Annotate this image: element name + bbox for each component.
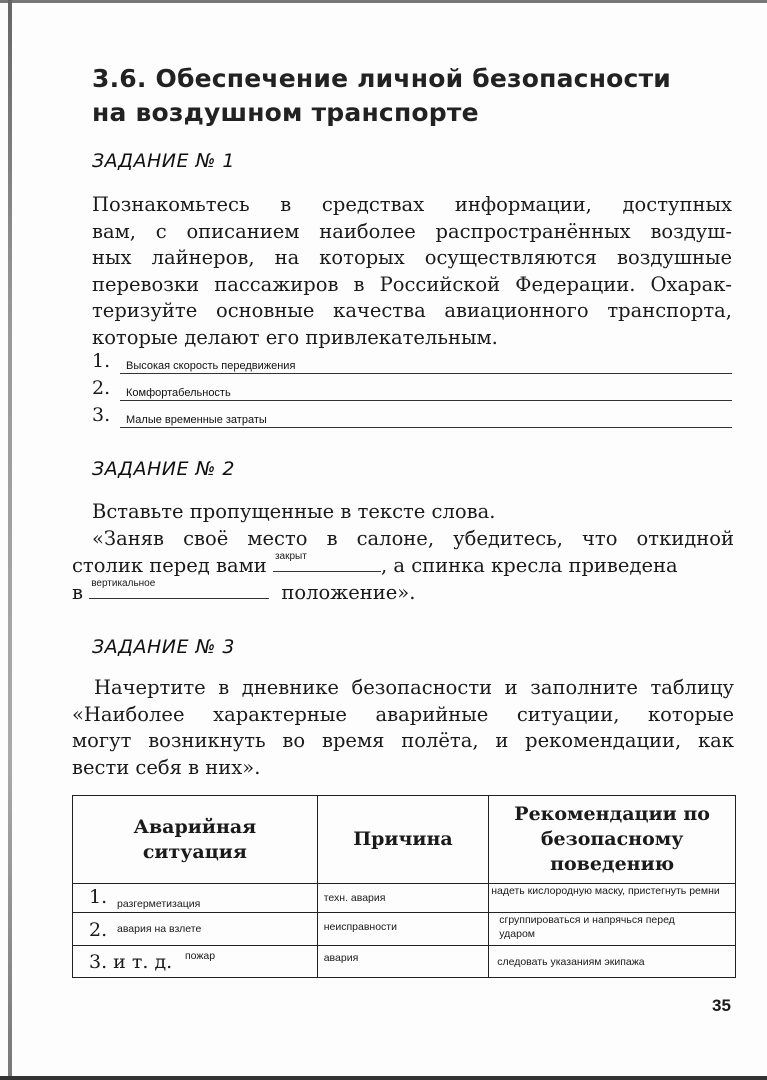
task1-line: теризуйте основные качества авиационного транспорта, [92,299,732,322]
answer-text[interactable]: Малые временные затраты [126,414,267,426]
situation-text: авария на взлете [117,923,202,935]
task2-line3-pre: в [72,581,83,604]
task3-line: вести себя в них». [72,755,261,779]
cell-situation[interactable] [73,946,318,978]
answer-row-2 [92,377,732,403]
task2-line3-post: положение». [281,581,416,604]
task2-heading: ЗАДАНИЕ № 2 [92,458,235,480]
page-edge-top [0,0,767,3]
fill-blank-1-text: закрыт [274,550,307,562]
task2-line3 [72,577,734,607]
answer-row-3 [92,404,732,430]
emergency-table [72,795,736,978]
task2-line1: «Заняв своё место в салоне, убедитесь, что откидной [92,527,734,550]
situation-text: разгерметизация [117,898,201,910]
cell-advice[interactable] [489,884,736,913]
cause-text: неисправности [323,921,397,933]
row-number: 3. и т. д. [89,951,173,973]
answer-row-1 [92,350,732,376]
fill-blank-2-text: вертикальное [91,577,156,589]
header-advice: Рекомендации по безопасному поведению [489,796,736,884]
answer-line [120,373,732,374]
task1-line: которые делают его привлекательным. [92,325,498,349]
page-number: 35 [712,996,731,1015]
task1-text [92,192,732,351]
answer-line [120,400,732,401]
answer-text[interactable]: Комфортабельность [126,387,231,399]
answer-line [120,427,732,428]
task3-text [72,675,734,781]
fill-blank-2[interactable] [89,577,269,599]
cause-text: авария [323,952,359,964]
cell-cause[interactable] [317,913,489,946]
section-title-line1: 3.6. Обеспечение личной безопасности [92,64,671,93]
row-number: 2. [89,919,108,941]
fill-blank-1[interactable] [273,550,381,572]
task3-line: «Наиболее характерные аварийные ситуации, которые [72,702,734,726]
answer-number: 2. [92,377,111,399]
advice-text: следовать указаниям экипажа [497,956,645,968]
cell-advice[interactable] [489,946,736,978]
task1-heading: ЗАДАНИЕ № 1 [92,150,235,172]
page-edge-left [8,0,12,1080]
task2-line2 [72,550,734,580]
row-number: 1. [89,886,108,908]
task1-line: вам, с описанием наиболее распространённых воздуш- [92,219,732,243]
answer-number: 1. [92,350,111,372]
section-title-line2: на воздушном транспорте [92,98,479,127]
cause-text: техн. авария [323,892,386,904]
cell-cause[interactable] [317,946,489,978]
header-situation: Аварийная ситуация [73,796,318,884]
task1-line: ных лайнеров, на которых осуществляются воздушные [92,246,732,269]
task2-line2-post: , а спинка кресла приведена [380,554,678,577]
table-header-row [73,796,736,884]
section-title [92,62,671,130]
task1-line: перевозки пассажиров в Российской Федерации. Охарак- [92,272,732,296]
answer-text[interactable]: Высокая скорость передвижения [126,360,296,372]
cell-cause[interactable] [317,884,489,913]
task2-intro: Вставьте пропущенные в тексте слова. [92,500,496,523]
task3-line: Начертите в дневнике безопасности и заполните таблицу [94,676,734,699]
situation-text: пожар [185,950,216,962]
cell-situation[interactable] [73,913,318,946]
answer-number: 3. [92,404,111,426]
task1-line: Познакомьтесь в средствах информации, доступных [92,193,732,216]
advice-text: сгруппироваться и напрячься перед ударом [499,914,675,940]
cell-situation[interactable] [73,884,318,913]
advice-text: надеть кислородную маску, пристегнуть ремни [491,885,720,897]
header-cause: Причина [317,796,489,884]
table-row [73,946,736,978]
task3-line: могут возникнуть во время полёта, и рекомендации, как [72,729,734,752]
cell-advice[interactable] [489,913,736,946]
task2-line2-pre: столик перед вами [72,554,267,577]
table-row [73,913,736,946]
table-row [73,884,736,913]
page-edge-bottom [0,1076,767,1080]
task3-heading: ЗАДАНИЕ № 3 [92,636,235,658]
